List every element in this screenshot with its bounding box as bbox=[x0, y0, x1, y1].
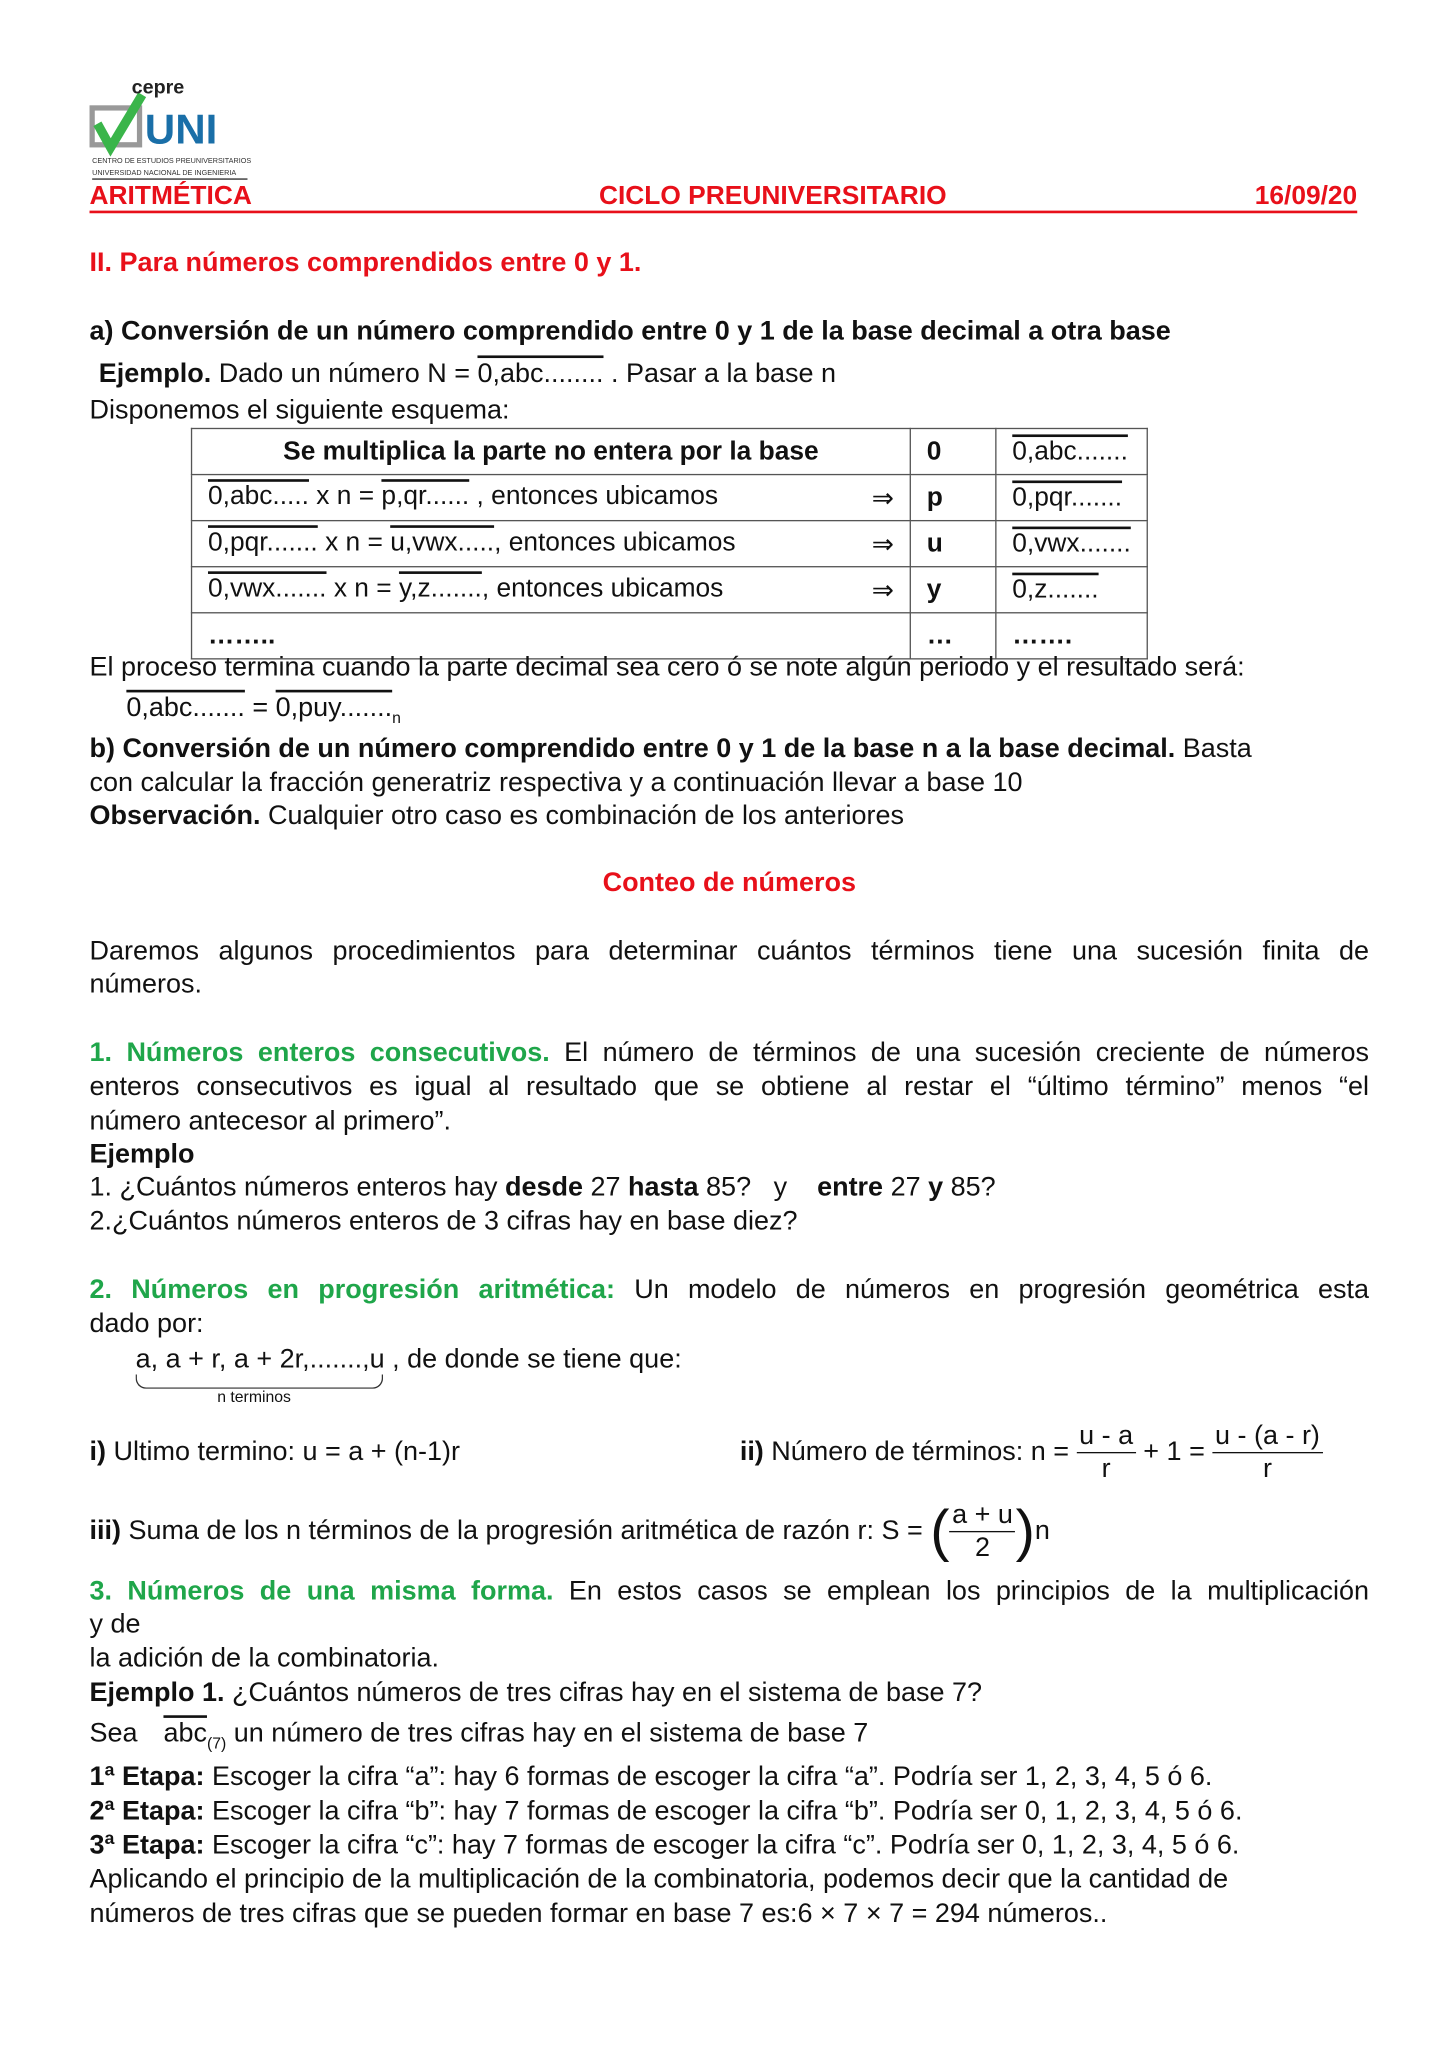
text: + 1 = bbox=[1135, 1436, 1213, 1467]
subsection-a: a) Conversión de un número comprendido entre 0 y 1 de la base decimal a otra base bbox=[89, 315, 1171, 347]
conclusion-line: Aplicando el principio de la multiplicación de la combinatoria, podemos decir que la cantidad de bbox=[89, 1864, 1229, 1895]
element bbox=[1077, 1420, 1136, 1485]
p2-line: dado por: bbox=[89, 1308, 204, 1339]
conversion-table bbox=[191, 428, 1148, 660]
text: 0,z....... bbox=[996, 567, 1147, 613]
intro-line: números. bbox=[89, 968, 203, 1000]
text: 0,abc....... bbox=[996, 428, 1147, 474]
text: iii) bbox=[89, 1515, 122, 1546]
p3-line bbox=[90, 1576, 1370, 1608]
text: Escoger la cifra “b”: hay 7 formas de escoger la cifra “b”. Podría ser 0, 1, 2, 3, 4, 5 ó 6. bbox=[204, 1795, 1243, 1826]
formula-i bbox=[90, 1436, 460, 1468]
formula-ii bbox=[740, 1416, 1323, 1487]
element: UNI bbox=[144, 105, 218, 153]
text: x n = bbox=[326, 573, 399, 603]
text: 3ª Etapa: bbox=[89, 1829, 205, 1861]
text: r bbox=[1101, 1453, 1111, 1484]
sequence-formula bbox=[136, 1344, 682, 1376]
text: Basta bbox=[1175, 733, 1252, 764]
text: 1ª Etapa: bbox=[89, 1761, 205, 1792]
n-terms-label: n terminos bbox=[217, 1387, 291, 1406]
implies-icon: ⇒ bbox=[871, 575, 894, 605]
text: 0,pqr....... bbox=[207, 527, 318, 557]
conclusion-line: números de tres cifras que se pueden formar en base 7 es:6 × 7 × 7 = 294 números.. bbox=[89, 1898, 1108, 1929]
text: 0,abc....... bbox=[126, 692, 245, 723]
text: desde bbox=[505, 1171, 584, 1202]
cycle: CICLO PREUNIVERSITARIO bbox=[598, 181, 947, 211]
text: a, a + r, a + 2r,.......,u bbox=[135, 1344, 385, 1375]
text: 85? bbox=[943, 1171, 996, 1202]
text: p,qr...... bbox=[381, 481, 470, 511]
text: Observación. bbox=[89, 800, 261, 831]
element bbox=[192, 428, 1148, 658]
text: 2. Números en progresión aritmética: bbox=[89, 1274, 615, 1305]
table-header bbox=[192, 428, 1148, 474]
text: 0,abc..... bbox=[207, 481, 309, 511]
conteo-title: Conteo de números bbox=[602, 867, 856, 898]
element bbox=[192, 567, 911, 613]
text: 0 bbox=[910, 428, 996, 474]
text: 0,puy....... bbox=[275, 692, 393, 723]
text: Número de términos: n = bbox=[763, 1436, 1077, 1467]
p3-line: la adición de la combinatoria. bbox=[89, 1642, 440, 1674]
element bbox=[950, 1499, 1016, 1564]
implies-icon: ⇒ bbox=[871, 529, 894, 559]
text: Suma de los n términos de la progresión aritmética de razón r: S = bbox=[121, 1515, 931, 1546]
text: 2ª Etapa: bbox=[89, 1795, 205, 1826]
text: 0,pqr....... bbox=[996, 475, 1147, 521]
header-bar bbox=[90, 182, 1358, 214]
subject: ARITMÉTICA bbox=[89, 181, 252, 211]
question-1 bbox=[90, 1172, 996, 1204]
text: i) bbox=[89, 1436, 107, 1467]
subsection-b-text: con calcular la fracción generatriz respectiva y a continuación llevar a base 10 bbox=[89, 767, 1023, 798]
text: 2 bbox=[975, 1532, 991, 1563]
text: …….. bbox=[192, 613, 911, 659]
text: 1. Números enteros consecutivos. bbox=[89, 1037, 550, 1068]
text: , entonces ubicamos bbox=[481, 573, 724, 603]
text: 0,vwx....... bbox=[207, 573, 327, 603]
text: n bbox=[392, 708, 401, 727]
text: 85? y bbox=[698, 1171, 818, 1202]
p3-line: y de bbox=[89, 1608, 141, 1639]
element bbox=[1212, 1420, 1322, 1485]
element: ) bbox=[1015, 1498, 1035, 1564]
observation bbox=[90, 800, 905, 832]
text: y,z....... bbox=[398, 573, 482, 603]
formula-iii bbox=[90, 1495, 1050, 1567]
text: ……. bbox=[996, 613, 1147, 659]
text: Ultimo termino: u = a + (n-1)r bbox=[106, 1436, 460, 1467]
element: CENTRO DE ESTUDIOS PREUNIVERSITARIOS bbox=[92, 156, 252, 166]
text: , de donde se tiene que: bbox=[384, 1344, 682, 1375]
text: r bbox=[1262, 1453, 1272, 1484]
example-heading: Ejemplo bbox=[89, 1138, 195, 1169]
text: un número de tres cifras hay en el sistema de base 7 bbox=[226, 1717, 869, 1749]
text: Escoger la cifra “a”: hay 6 formas de escoger la cifra “a”. Podría ser 1, 2, 3, 4, 5 ó 6. bbox=[204, 1761, 1213, 1792]
process-text: El proceso termina cuando la parte decimal sea cero ó se note algún periodo y el resultado será: bbox=[89, 651, 1245, 682]
text: Dado un número N = bbox=[211, 358, 478, 389]
text: , entonces ubicamos bbox=[494, 527, 736, 557]
text: Escoger la cifra “c”: hay 7 formas de escoger la cifra “c”. Podría ser 0, 1, 2, 3, 4, 5 ó 6. bbox=[204, 1829, 1240, 1861]
text: hasta bbox=[628, 1171, 699, 1202]
text: ¿Cuántos números de tres cifras hay en el sistema de base 7? bbox=[224, 1677, 982, 1708]
stage-2 bbox=[90, 1796, 1243, 1828]
p2-line bbox=[90, 1274, 1370, 1306]
text: u bbox=[910, 521, 996, 567]
text: n bbox=[1034, 1515, 1050, 1546]
text: p bbox=[910, 475, 996, 521]
text: 1. ¿Cuántos números enteros hay bbox=[89, 1171, 506, 1202]
text: u - (a - r) bbox=[1212, 1420, 1322, 1453]
text: Se multiplica la parte no entera por la base bbox=[192, 428, 911, 474]
text: Ejemplo 1. bbox=[89, 1677, 225, 1708]
text: Ejemplo. bbox=[98, 358, 212, 389]
text: 27 bbox=[883, 1171, 929, 1202]
text: El número de términos de una sucesión creciente de números bbox=[549, 1037, 1370, 1068]
p1-line: enteros consecutivos es igual al resultado que se obtiene al restar el “último término” menos “el bbox=[89, 1071, 1370, 1102]
element bbox=[192, 521, 911, 567]
section-title: II. Para números comprendidos entre 0 y 1. bbox=[89, 247, 642, 278]
text: x n = bbox=[308, 481, 382, 511]
text: u - a bbox=[1077, 1420, 1136, 1453]
text: 0,abc........ bbox=[477, 358, 604, 389]
text: u,vwx..... bbox=[390, 527, 495, 557]
result-formula bbox=[126, 692, 401, 733]
example-1 bbox=[90, 1677, 982, 1709]
element bbox=[192, 475, 911, 521]
text: = bbox=[244, 692, 276, 723]
text: y bbox=[910, 567, 996, 613]
text: 0,vwx....... bbox=[996, 521, 1147, 567]
text: . Pasar a la base n bbox=[603, 358, 837, 389]
text: Cualquier otro caso es combinación de los anteriores bbox=[260, 800, 905, 831]
example-line bbox=[99, 358, 836, 390]
text: Un modelo de números en progresión geométrica esta bbox=[614, 1274, 1370, 1305]
text: a + u bbox=[950, 1499, 1016, 1532]
text: y bbox=[928, 1171, 944, 1202]
text: entre bbox=[817, 1171, 884, 1202]
table-row bbox=[192, 521, 1148, 567]
text: Sea bbox=[89, 1717, 146, 1749]
p1-line: número antecesor al primero”. bbox=[89, 1105, 451, 1137]
subsection-b bbox=[90, 733, 1252, 765]
stage-3 bbox=[90, 1830, 1240, 1862]
p1-line bbox=[90, 1037, 1370, 1069]
scheme-intro: Disponemos el siguiente esquema: bbox=[89, 394, 510, 426]
table-row bbox=[192, 475, 1148, 521]
cepre-uni-logo bbox=[90, 76, 255, 181]
text: , entonces ubicamos bbox=[469, 481, 719, 511]
sea-line bbox=[90, 1718, 869, 1759]
stage-1 bbox=[90, 1761, 1213, 1793]
text: En estos casos se emplean los principios de la multiplicación bbox=[553, 1575, 1370, 1607]
question-2: 2.¿Cuántos números enteros de 3 cifras hay en base diez? bbox=[89, 1205, 798, 1237]
text: b) Conversión de un número comprendido entre 0 y 1 de la base n a la base decimal. bbox=[89, 733, 1176, 764]
date: 16/09/20 bbox=[1254, 181, 1358, 211]
element: UNIVERSIDAD NACIONAL DE INGENIERIA bbox=[92, 168, 237, 178]
text: 27 bbox=[583, 1171, 629, 1202]
text: $\overline{abc}$ bbox=[163, 1717, 207, 1749]
element bbox=[97, 95, 142, 148]
element: ( bbox=[930, 1498, 950, 1564]
text: (7) bbox=[206, 1733, 227, 1753]
table-row bbox=[192, 567, 1148, 613]
element: cepre bbox=[131, 76, 185, 99]
text: … bbox=[910, 613, 996, 659]
text: x n = bbox=[317, 527, 391, 557]
implies-icon: ⇒ bbox=[871, 483, 894, 513]
text: 3. Números de una misma forma. bbox=[89, 1575, 554, 1607]
intro-line: Daremos algunos procedimientos para determinar cuántos términos tiene una sucesión finita de bbox=[89, 935, 1370, 967]
text: ii) bbox=[739, 1436, 764, 1467]
